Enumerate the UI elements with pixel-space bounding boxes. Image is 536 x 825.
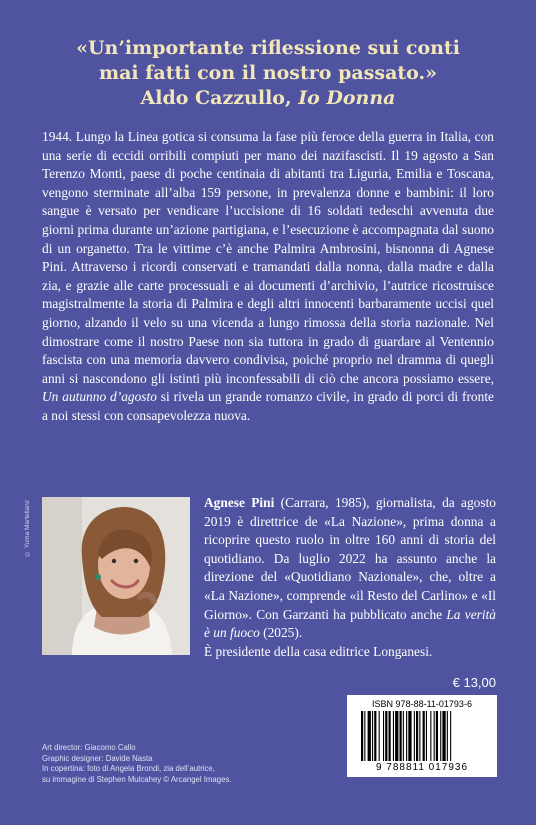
- author-name: Agnese Pini: [204, 495, 275, 510]
- quote-line-1: «Un’importante riflessione sui conti: [76, 37, 460, 59]
- photo-credit: © Yuma Martellanz: [24, 500, 31, 558]
- art-director-credit: Art director: Giacomo Callo: [42, 743, 136, 752]
- graphic-designer-credit: Graphic designer: Davide Nasta: [42, 753, 153, 763]
- blurb-text-1: 1944. Lungo la Linea gotica si consuma la fase più feroce della guerra in Italia, con una serie di eccidi orribili compiuti per mano dei nazifascisti. Il 19 agosto a San Terenzo Monti, paese di poche centinaia di abitanti tra Liguria, Emilia e Toscana, vengono sterminate all’alba 159 persone, in prevalenza donne e bambini: il loro sangue è versato per vendicare l’uccisione di 16 soldati tedeschi avvenuta due giorni prima durante un’azione partigiana, e l’esecuzione è accompagnata dal suono di un organetto. Tra le vittime c’è anche Palmira Ambrosini, bisnonna di Agnese Pini. Attraverso i ricordi conservati e tramandati dalla nonna, dalla madre e dalla zia, e grazie alle carte processuali e ai documenti d’archivio, l’autrice ricostruisce magistralmente la storia di Palmira e degli altri innocenti barbaramente uccisi quel giorno, alzando il velo su una vicenda a lungo rimossa della storia nazionale. Nel dimostrare come il nostro Paese non sia tuttora in grado di guardare al Ventennio fascista con una memoria davvero condivisa, poiché proprio nel dramma di quegli anni si nascondono gli istinti più inconfessabili di ciò che ancora possiamo essere,: [42, 129, 494, 386]
- blurb-book-title: Un autunno d’agosto: [42, 389, 157, 405]
- barcode-bars-icon: [361, 711, 483, 761]
- quote-author: Aldo Cazzullo,: [140, 87, 299, 109]
- blurb-paragraph: [42, 128, 494, 426]
- author-photo: [42, 497, 190, 655]
- author-bio: [204, 494, 496, 661]
- bio-book-title: La verità è un fuoco: [204, 606, 496, 641]
- colophon: [42, 743, 342, 785]
- quote-line-2: mai fatti con il nostro passato.»: [98, 62, 437, 84]
- quote-attribution: [40, 86, 496, 111]
- book-blurb: [42, 128, 494, 426]
- cover-credit-line-1: In copertina: foto di Angela Brondi, zia dell’autrice,: [42, 764, 215, 774]
- price: € 13,00: [452, 675, 496, 690]
- bio-text-2: (2025).: [259, 625, 303, 641]
- bio-last-line: È presidente della casa editrice Longanesi.: [204, 643, 433, 659]
- barcode-number: 9 788811 017936: [375, 762, 469, 773]
- back-cover-quote: [40, 36, 496, 111]
- isbn-label: ISBN 978-88-11-01793-6: [372, 699, 472, 709]
- blurb-text-2: si rivela un grande romanzo civile, in grado di porci di fronte a noi stessi con consapevolezza nuova.: [42, 389, 494, 423]
- author-portrait-graphic: [42, 497, 190, 655]
- barcode: [347, 695, 497, 777]
- cover-credit-line-2: su immagine di Stephen Mulcahey © Arcangel Images.: [42, 774, 232, 784]
- quote-source: Io Donna: [298, 87, 396, 109]
- bio-text-1: (Carrara, 1985), giornalista, da agosto 2019 è direttrice de «La Nazione», prima donna a ricoprire questo ruolo in oltre 160 anni di storia del quotidiano. Da luglio 2022 ha assunto anche la direzione del «Quotidiano Nazionale», che, oltre a «La Nazione», comprende «il Resto del Carlino» e «Il Giorno». Con Garzanti ha pubblicato anche: [204, 495, 497, 622]
